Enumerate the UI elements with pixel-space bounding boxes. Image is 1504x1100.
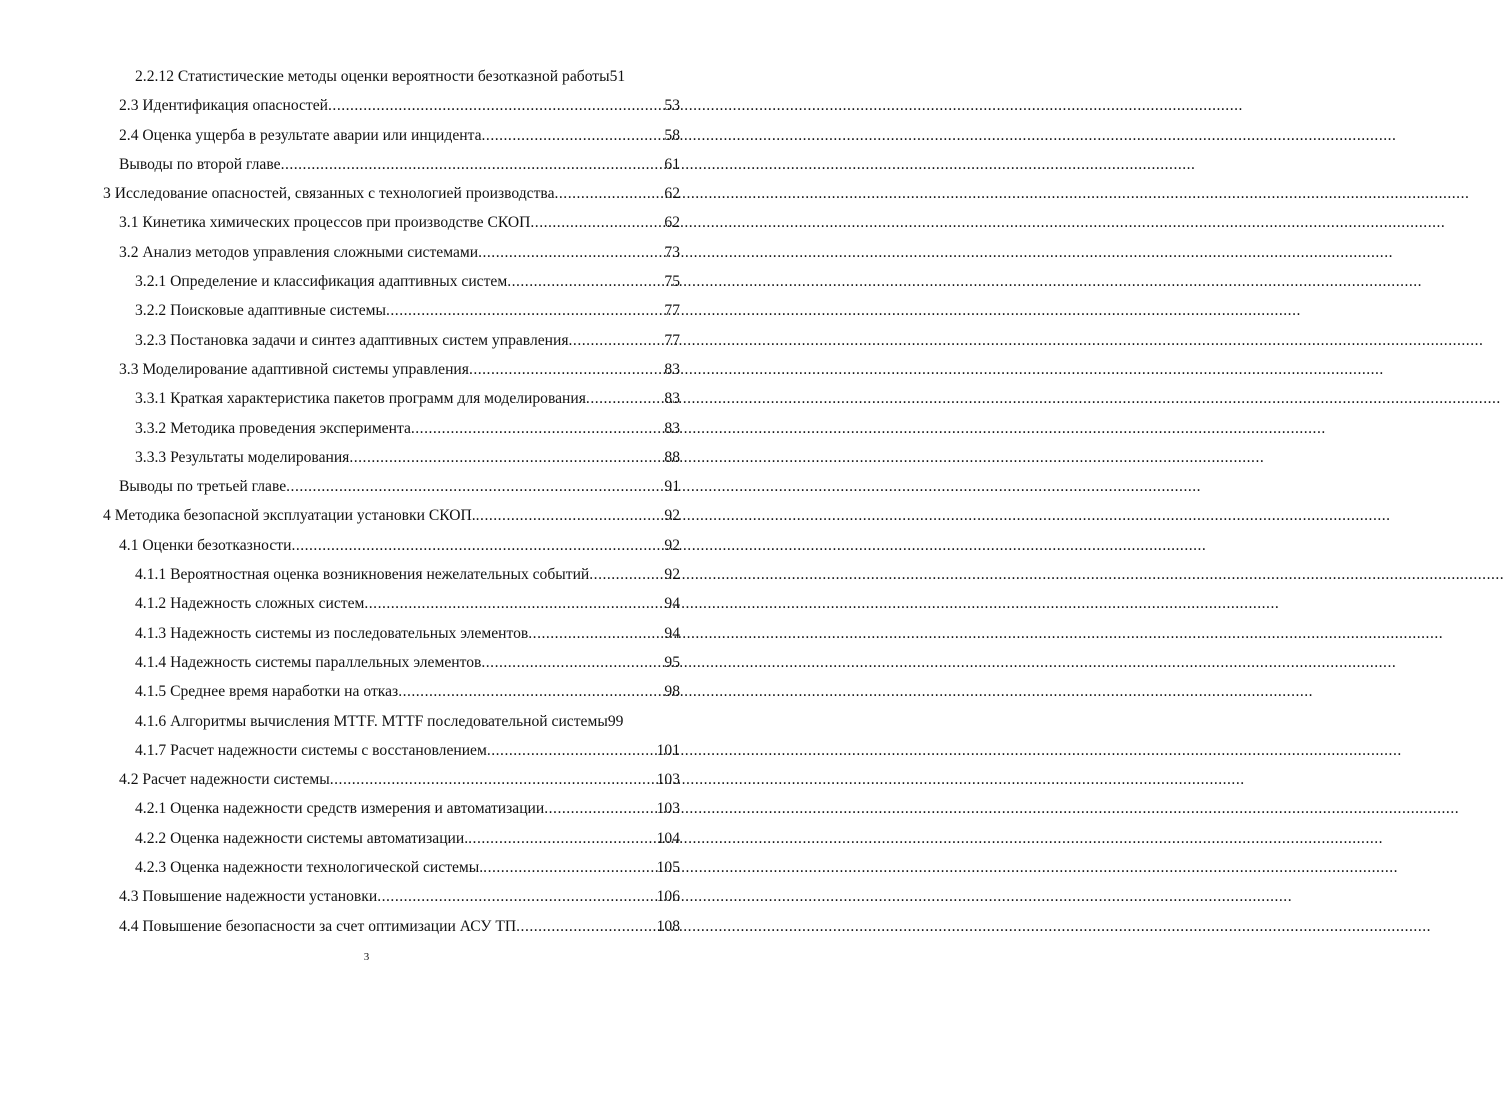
toc-entry (0, 91, 733, 120)
dot-leader (281, 150, 665, 179)
dot-leader (469, 355, 664, 384)
toc-entry-page: 83 (664, 390, 680, 408)
toc-entry (0, 707, 733, 736)
toc-entry-title: 4.1.7 Расчет надежности системы с восстановлением (135, 741, 487, 759)
toc-entry-title: 3.3.2 Методика проведения эксперимента (135, 419, 411, 437)
toc-entry (0, 501, 733, 530)
toc-entry-page: 92 (664, 536, 680, 554)
dot-leader (286, 472, 664, 501)
toc-entry-page: 83 (664, 419, 680, 437)
toc-entry-page: 83 (664, 360, 680, 378)
toc-entry-title: 4.2 Расчет надежности системы (119, 771, 330, 789)
toc-entry-page: 105 (656, 859, 680, 877)
toc-entry (0, 648, 733, 677)
toc-entry-page: 75 (664, 273, 680, 291)
toc-entry-page: 77 (664, 331, 680, 349)
toc-entry-page: 94 (664, 624, 680, 642)
toc-entry-title: 4.2.1 Оценка надежности средств измерения и автоматизации (135, 800, 545, 818)
toc-entry-page: 58 (664, 126, 680, 144)
toc-entry-title: 3.3.3 Результаты моделирования (135, 448, 350, 466)
page-number: 3 (363, 951, 370, 963)
toc-entry (0, 179, 733, 208)
toc-entry-title: 4.1.5 Среднее время наработки на отказ (135, 683, 399, 701)
toc-entry-title: 2.2.12 Статистические методы оценки вероятности безотказной работы (135, 68, 610, 85)
toc-entry (0, 150, 733, 179)
dot-leader (530, 208, 664, 237)
toc-entry (0, 677, 733, 706)
dot-leader (330, 765, 657, 794)
dot-leader (349, 443, 664, 472)
toc-entry (0, 853, 733, 882)
toc-entry (0, 121, 733, 150)
toc-entry-page: 94 (664, 595, 680, 613)
toc-entry (0, 619, 733, 648)
dot-leader (569, 326, 665, 355)
dot-leader (555, 179, 665, 208)
dot-leader (468, 824, 656, 853)
toc-entry-page: 91 (664, 478, 680, 496)
toc-entry-page: 106 (656, 888, 680, 906)
toc-entry-title: 4.1.4 Надежность системы параллельных элементов (135, 653, 482, 671)
dot-leader (291, 531, 664, 560)
toc-entry-page: 88 (664, 448, 680, 466)
dot-leader (586, 384, 664, 413)
toc-entry-page: 104 (656, 829, 680, 847)
toc-entry-page: 51 (609, 68, 626, 85)
toc-entry (0, 384, 733, 413)
dot-leader (481, 648, 664, 677)
dot-leader (516, 912, 656, 941)
dot-leader (487, 736, 657, 765)
toc-entry (0, 794, 733, 823)
toc-entry-page: 99 (607, 712, 624, 730)
dot-leader (544, 794, 656, 823)
table-of-contents (0, 62, 733, 941)
toc-entry (0, 62, 733, 91)
toc-entry-title: 3.3.1 Краткая характеристика пакетов программ для моделирования (135, 390, 586, 408)
dot-leader (364, 589, 664, 618)
toc-entry (0, 443, 733, 472)
toc-entry-page: 92 (664, 566, 680, 584)
toc-entry-title: 4.2.2 Оценка надежности системы автоматизации. (135, 829, 469, 847)
toc-entry-title: Выводы по третьей главе (119, 478, 287, 496)
toc-entry-page: 101 (656, 741, 680, 759)
toc-entry-page: 103 (656, 800, 680, 818)
toc-entry-page: 62 (664, 214, 680, 232)
toc-entry-page: 61 (664, 155, 680, 173)
toc-entry-title: 4.1.1 Вероятностная оценка возникновения нежелательных событий (135, 566, 590, 584)
toc-entry-title: 3.3 Моделирование адаптивной системы управления (119, 360, 469, 378)
toc-entry-title: 4.3 Повышение надежности установки (119, 888, 378, 906)
toc-entry (0, 589, 733, 618)
toc-entry (0, 765, 733, 794)
toc-entry-title: 3 Исследование опасностей, связанных с технологией производства (103, 185, 555, 203)
dot-leader (411, 414, 665, 443)
toc-entry (0, 824, 733, 853)
toc-entry-title: 3.2 Анализ методов управления сложными системами (119, 243, 479, 261)
toc-entry-title: 4 Методика безопасной эксплуатации установки СКОП. (103, 507, 476, 525)
toc-entry-page: 73 (664, 243, 680, 261)
dot-leader (476, 501, 665, 530)
dot-leader (528, 619, 664, 648)
toc-entry-page: 53 (664, 97, 680, 115)
toc-entry (0, 414, 733, 443)
toc-entry-title: Выводы по второй главе (119, 155, 281, 173)
toc-entry (0, 238, 733, 267)
toc-entry-page: 77 (664, 302, 680, 320)
dot-leader (478, 238, 664, 267)
toc-entry-title: 4.1 Оценки безотказности (119, 536, 292, 554)
toc-entry (0, 208, 733, 237)
toc-entry-title: 3.2.3 Постановка задачи и синтез адаптивных систем управления (135, 331, 569, 349)
toc-entry-page: 98 (664, 683, 680, 701)
toc-entry-title: 4.1.2 Надежность сложных систем (135, 595, 365, 613)
toc-entry (0, 472, 733, 501)
toc-entry-title: 4.4 Повышение безопасности за счет оптимизации АСУ ТП (119, 917, 517, 935)
toc-entry-page: 103 (656, 771, 680, 789)
toc-entry-title: 3.2.1 Определение и классификация адаптивных систем (135, 273, 508, 291)
toc-entry (0, 560, 733, 589)
toc-entry-title: 2.4 Оценка ущерба в результате аварии или инцидента (119, 126, 482, 144)
toc-entry-title: 3.2.2 Поисковые адаптивные системы (135, 302, 386, 320)
dot-leader (507, 267, 664, 296)
toc-entry-title: 4.1.6 Алгоритмы вычисления MTTF. MTTF последовательной системы (135, 712, 608, 730)
toc-entry-page: 62 (664, 185, 680, 203)
dot-leader (398, 677, 664, 706)
toc-entry (0, 531, 733, 560)
toc-entry-title: 2.3 Идентификация опасностей (119, 97, 329, 115)
toc-entry-title: 4.2.3 Оценка надежности технологической системы. (135, 859, 484, 877)
dot-leader (482, 121, 665, 150)
toc-entry (0, 267, 733, 296)
dot-leader (483, 853, 656, 882)
dot-leader (328, 91, 664, 120)
toc-entry (0, 355, 733, 384)
dot-leader (589, 560, 664, 589)
toc-entry (0, 882, 733, 911)
toc-entry-title: 4.1.3 Надежность системы из последовательных элементов (135, 624, 529, 642)
toc-entry-page: 92 (664, 507, 680, 525)
toc-entry (0, 736, 733, 765)
dot-leader (377, 882, 656, 911)
toc-entry (0, 912, 733, 941)
toc-entry (0, 326, 733, 355)
dot-leader (386, 296, 664, 325)
toc-entry-title: 3.1 Кинетика химических процессов при производстве СКОП (119, 214, 531, 232)
toc-entry (0, 296, 733, 325)
toc-entry-page: 108 (656, 917, 680, 935)
toc-entry-page: 95 (664, 653, 680, 671)
